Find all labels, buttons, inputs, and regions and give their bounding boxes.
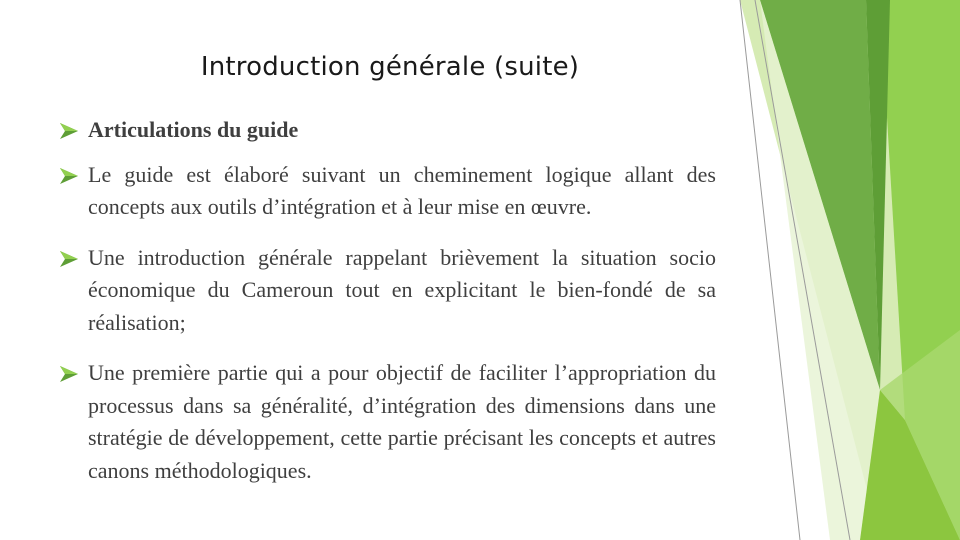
bullet-text: Le guide est élaboré suivant un cheminement logique allant des concepts aux outils d’intégration et à leur mise en œuvre. <box>88 161 716 219</box>
bullet-item <box>60 242 716 340</box>
green-arrow-bullet-icon <box>60 123 78 139</box>
bullet-text: Articulations du guide <box>88 117 299 142</box>
bullet-item <box>60 114 716 147</box>
slide-title: Introduction générale (suite) <box>200 52 580 82</box>
bullet-list <box>60 114 716 487</box>
bullet-item <box>60 159 716 224</box>
green-arrow-bullet-icon <box>60 168 78 184</box>
bullet-text: Une première partie qui a pour objectif de faciliter l’appropriation du processus dans sa généralité, d’intégration des dimensions dans une stratégie de développement, cette partie précisant les concepts et autres canons méthodologiques. <box>88 360 716 483</box>
green-arrow-bullet-icon <box>60 366 78 382</box>
green-arrow-bullet-icon <box>60 251 78 267</box>
bullet-item <box>60 357 716 487</box>
bullet-text: Une introduction générale rappelant brièvement la situation socio économique du Cameroun tout en explicitant le bien-fondé de sa réalisation; <box>88 244 716 335</box>
